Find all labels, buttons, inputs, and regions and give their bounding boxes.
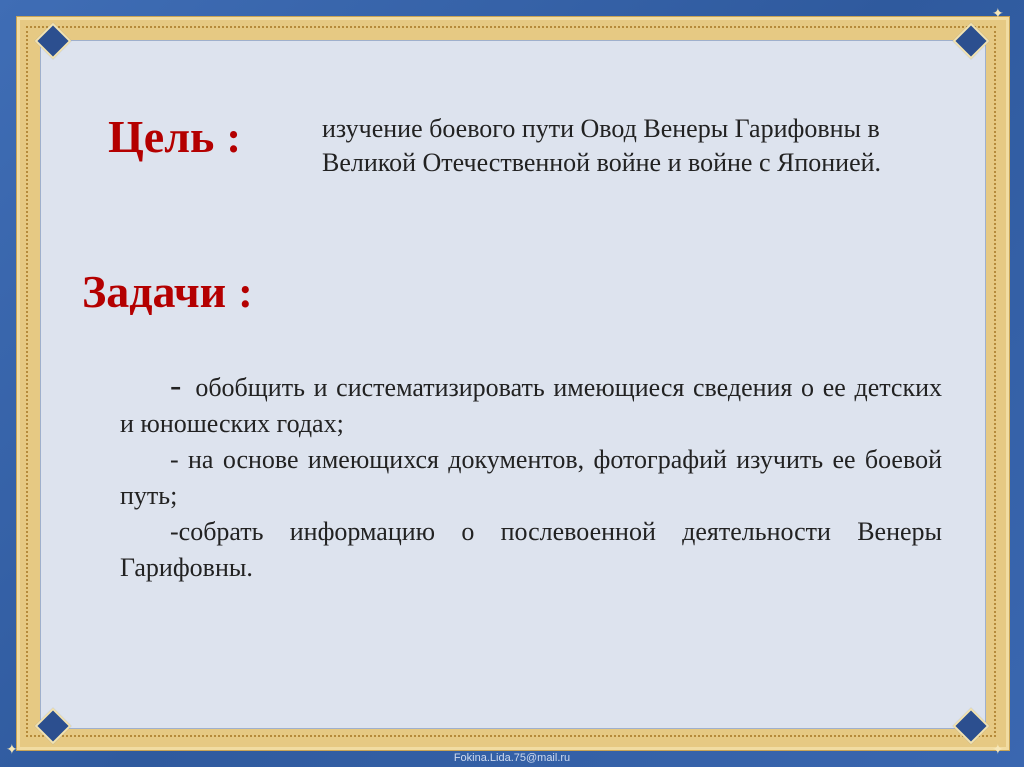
star-icon: ✦ bbox=[6, 742, 18, 758]
tasks-heading-colon: : bbox=[238, 268, 253, 317]
goal-heading bbox=[108, 110, 241, 163]
tasks-heading-text: Задачи bbox=[82, 266, 227, 317]
task-item: - на основе имеющихся документов, фотографий изучить ее боевой путь; bbox=[120, 445, 942, 510]
tasks-list bbox=[120, 368, 942, 586]
task-item: -собрать информацию о послевоенной деятельности Венеры Гарифовны. bbox=[120, 517, 942, 582]
goal-text: изучение боевого пути Овод Венеры Гарифовны в Великой Отечественной войне и войне с Японией. bbox=[322, 114, 882, 177]
footer-credit: Fokina.Lida.75@mail.ru bbox=[453, 752, 571, 764]
task-item bbox=[120, 368, 942, 442]
goal-heading-text: Цель bbox=[108, 111, 215, 162]
task-text: обобщить и систематизировать имеющиеся сведения о ее детских и юношеских годах; bbox=[120, 373, 942, 438]
star-icon: ✦ bbox=[992, 742, 1004, 758]
task-dash: - bbox=[170, 367, 182, 404]
star-icon: ✦ bbox=[992, 6, 1004, 22]
goal-heading-colon: : bbox=[226, 113, 241, 162]
tasks-heading bbox=[82, 265, 253, 318]
